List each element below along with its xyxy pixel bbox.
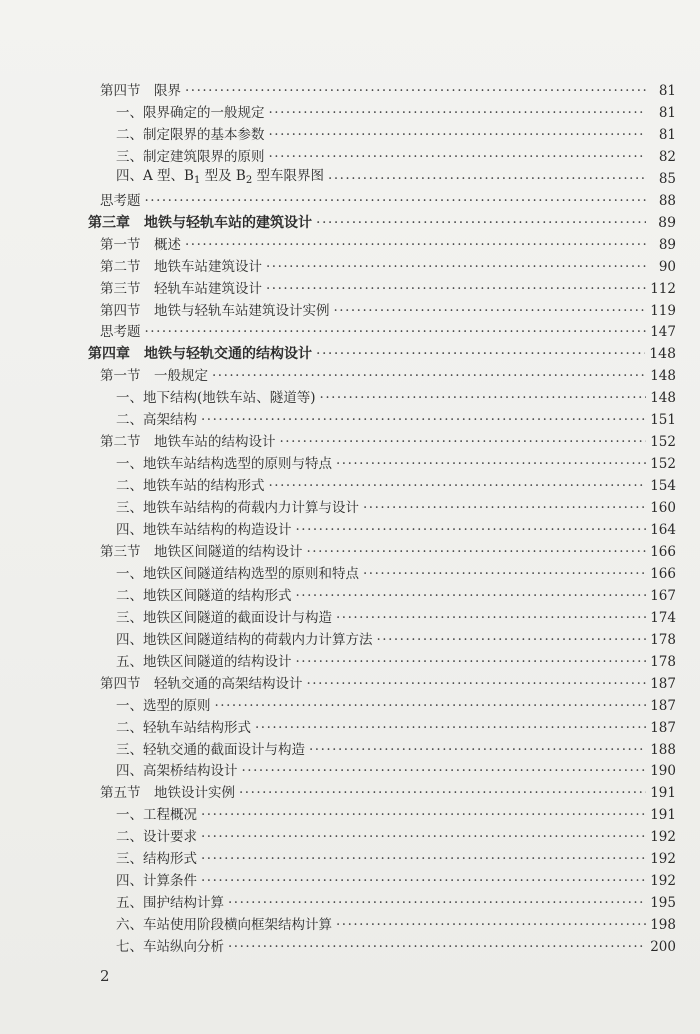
- toc-entry-page: 195: [650, 895, 676, 912]
- toc-entry-page: 178: [650, 653, 676, 670]
- toc-entry-label: 一、地下结构(地铁车站、隧道等): [116, 390, 316, 407]
- leader-dots: [334, 300, 647, 322]
- toc-subsection: [116, 760, 676, 782]
- toc-entry-page: 81: [658, 104, 676, 121]
- toc-subsection: [116, 453, 676, 475]
- toc-entry-page: 192: [650, 829, 676, 846]
- toc-entry-page: 192: [650, 851, 676, 868]
- leader-dots: [363, 497, 646, 519]
- toc-section: [100, 431, 676, 453]
- toc-subsection: [116, 497, 676, 519]
- toc-entry-page: 81: [658, 83, 676, 99]
- toc-subsection: [116, 563, 676, 585]
- leader-dots: [266, 256, 646, 278]
- leader-dots: [185, 234, 646, 256]
- toc-entry-page: 147: [650, 324, 676, 341]
- toc-entry-page: 188: [650, 741, 676, 758]
- toc-entry-page: 154: [650, 478, 676, 495]
- toc-entry-label: 六、车站使用阶段横向框架结构计算: [116, 917, 332, 934]
- toc-entry-page: 152: [650, 456, 676, 473]
- toc-entry-label: 二、设计要求: [116, 829, 197, 846]
- leader-dots: [320, 387, 646, 409]
- toc-subsection: [116, 826, 676, 848]
- toc-subsection: [116, 409, 676, 431]
- toc-entry-page: 198: [650, 917, 676, 934]
- toc-entry-label: 三、地铁车站结构的荷载内力计算与设计: [116, 500, 359, 517]
- leader-dots: [212, 365, 646, 387]
- toc-entry-page: 82: [658, 148, 676, 165]
- leader-dots: [239, 782, 646, 804]
- toc-entry-label: 思考题: [100, 324, 141, 341]
- toc-entry-label: 第五节 地铁设计实例: [100, 785, 235, 802]
- toc-section: [100, 321, 676, 343]
- toc-subsection: [116, 585, 676, 607]
- leader-dots: [201, 848, 646, 870]
- toc-entry-label: 四、计算条件: [116, 873, 197, 890]
- toc-entry-page: 112: [650, 280, 676, 297]
- toc-subsection: [116, 739, 676, 761]
- toc-entry-label: 二、地铁区间隧道的结构形式: [116, 587, 292, 604]
- leader-dots: [269, 146, 647, 168]
- toc-entry-label: 第三节 轻轨车站建筑设计: [100, 280, 262, 297]
- leader-dots: [201, 804, 646, 826]
- toc-subsection: [116, 629, 676, 651]
- toc-entry-label: 三、结构形式: [116, 851, 197, 868]
- toc-entry-page: 192: [650, 873, 676, 890]
- toc-subsection: [116, 695, 676, 717]
- toc-section: [100, 782, 676, 804]
- leader-dots: [145, 190, 647, 212]
- leader-dots: [215, 695, 647, 717]
- toc-entry-label: 五、围护结构计算: [116, 895, 224, 912]
- toc-entry-page: 148: [650, 368, 676, 385]
- toc-entry-page: 164: [650, 522, 676, 538]
- toc-section: [100, 278, 676, 300]
- toc-entry-page: 187: [650, 719, 676, 736]
- leader-dots: [201, 409, 646, 431]
- toc-entry-label: 一、地铁区间隧道结构选型的原则和特点: [116, 565, 359, 582]
- toc-chapter: [88, 212, 676, 234]
- toc-entry-page: 200: [650, 939, 676, 956]
- toc-entry-label: 思考题: [100, 192, 141, 209]
- leader-dots: [307, 541, 647, 563]
- toc-entry-page: 166: [650, 565, 676, 582]
- leader-dots: [242, 760, 647, 782]
- leader-dots: [201, 826, 646, 848]
- leader-dots: [201, 870, 646, 892]
- toc-entry-page: 88: [658, 192, 676, 209]
- toc-entry-label: 第三章 地铁与轻轨车站的建筑设计: [88, 214, 312, 231]
- toc-entry-label: 第二节 地铁车站的结构设计: [100, 434, 276, 451]
- toc-entry-page: 160: [650, 500, 676, 517]
- toc-entry-label: 第三节 地铁区间隧道的结构设计: [100, 543, 303, 560]
- toc-entry-page: 148: [649, 346, 676, 363]
- toc-entry-label: 四、地铁区间隧道结构的荷载内力计算方法: [116, 631, 373, 648]
- toc-subsection: [116, 102, 676, 124]
- toc-entry-page: 85: [658, 170, 676, 187]
- toc-entry-label: 一、地铁车站结构选型的原则与特点: [116, 456, 332, 473]
- toc-section: [100, 673, 676, 695]
- toc-entry-label: 二、高架结构: [116, 412, 197, 429]
- toc-subsection: [116, 124, 676, 146]
- leader-dots: [363, 563, 646, 585]
- leader-dots: [269, 475, 647, 497]
- leader-dots: [228, 936, 646, 958]
- toc-subsection: [116, 387, 676, 409]
- toc-section: [100, 300, 676, 322]
- leader-dots: [316, 343, 645, 365]
- toc-entry-label: 四、高架桥结构设计: [116, 763, 238, 780]
- leader-dots: [296, 519, 647, 541]
- toc-subsection: [116, 607, 676, 629]
- leader-dots: [228, 892, 646, 914]
- toc-chapter: [88, 343, 676, 365]
- toc-entry-label: 四、地铁车站结构的构造设计: [116, 522, 292, 538]
- toc-section: [100, 234, 676, 256]
- toc-section: [100, 365, 676, 387]
- toc-entry-page: 191: [650, 785, 676, 802]
- toc-entry-label: 第一节 概述: [100, 236, 181, 253]
- toc-entry-page: 119: [650, 302, 676, 319]
- toc-entry-page: 81: [658, 126, 676, 143]
- toc-entry-label: 第四节 限界: [100, 83, 181, 99]
- leader-dots: [336, 607, 646, 629]
- leader-dots: [269, 102, 647, 124]
- toc-subsection: [116, 848, 676, 870]
- toc-entry-label: 三、轻轨交通的截面设计与构造: [116, 741, 305, 758]
- leader-dots: [185, 80, 646, 102]
- toc-subsection: [116, 870, 676, 892]
- toc-section: [100, 541, 676, 563]
- toc-section: [100, 190, 676, 212]
- leader-dots: [336, 453, 646, 475]
- toc-subsection: [116, 804, 676, 826]
- toc-entry-page: 174: [650, 609, 676, 626]
- toc-entry-page: 152: [650, 434, 676, 451]
- toc-subsection: [116, 892, 676, 914]
- toc-entry-label: 一、工程概况: [116, 807, 197, 824]
- toc-entry-label: 七、车站纵向分析: [116, 939, 224, 956]
- leader-dots: [255, 717, 646, 739]
- leader-dots: [280, 431, 647, 453]
- toc-section: [100, 256, 676, 278]
- toc-entry-page: 166: [650, 543, 676, 560]
- toc-entry-label: 第四节 轻轨交通的高架结构设计: [100, 675, 303, 692]
- toc-section: [100, 80, 676, 102]
- toc-entry-page: 151: [650, 412, 676, 429]
- toc-entry-label: 二、轻轨车站结构形式: [116, 719, 251, 736]
- toc-entry-label: 一、选型的原则: [116, 697, 211, 714]
- toc-entry-label: 第四章 地铁与轻轨交通的结构设计: [88, 346, 312, 363]
- toc-entry-label: 二、制定限界的基本参数: [116, 126, 265, 143]
- toc-subsection: [116, 168, 676, 190]
- toc-entry-label: 三、制定建筑限界的原则: [116, 148, 265, 165]
- toc-entry-page: 167: [650, 587, 676, 604]
- toc-subsection: [116, 519, 676, 541]
- leader-dots: [145, 321, 647, 343]
- toc-entry-page: 148: [650, 390, 676, 407]
- toc-entry-page: 187: [650, 675, 676, 692]
- toc-entry-page: 178: [650, 631, 676, 648]
- toc-entry-label: 一、限界确定的一般规定: [116, 104, 265, 121]
- toc-entry-label: 第四节 地铁与轻轨车站建筑设计实例: [100, 302, 330, 319]
- toc-subsection: [116, 914, 676, 936]
- toc-entry-label: 第二节 地铁车站建筑设计: [100, 258, 262, 275]
- leader-dots: [296, 651, 647, 673]
- leader-dots: [336, 914, 646, 936]
- toc-entry-label: 五、地铁区间隧道的结构设计: [116, 653, 292, 670]
- toc-subsection: [116, 936, 676, 958]
- toc-entry-label: 第一节 一般规定: [100, 368, 208, 385]
- toc-entry-label: 二、地铁车站的结构形式: [116, 478, 265, 495]
- toc-subsection: [116, 717, 676, 739]
- toc-subsection: [116, 651, 676, 673]
- toc-entry-page: 190: [650, 763, 676, 780]
- page-number: 2: [100, 967, 110, 985]
- leader-dots: [269, 124, 647, 146]
- toc-entry-page: 191: [650, 807, 676, 824]
- toc-entry-page: 89: [658, 236, 676, 253]
- leader-dots: [307, 673, 647, 695]
- toc-entry-page: 90: [658, 258, 676, 275]
- toc-entry-label: 四、A 型、$B_1$ 型及 $B_2$ 型车限界图: [116, 168, 325, 187]
- leader-dots: [296, 585, 647, 607]
- leader-dots: [266, 278, 646, 300]
- toc-subsection: [116, 475, 676, 497]
- leader-dots: [309, 739, 646, 761]
- leader-dots: [377, 629, 647, 651]
- toc-entry-page: 187: [650, 697, 676, 714]
- leader-dots: [316, 212, 646, 234]
- leader-dots: [328, 168, 646, 190]
- toc-entry-label: 三、地铁区间隧道的截面设计与构造: [116, 609, 332, 626]
- toc-entry-page: 89: [658, 214, 676, 231]
